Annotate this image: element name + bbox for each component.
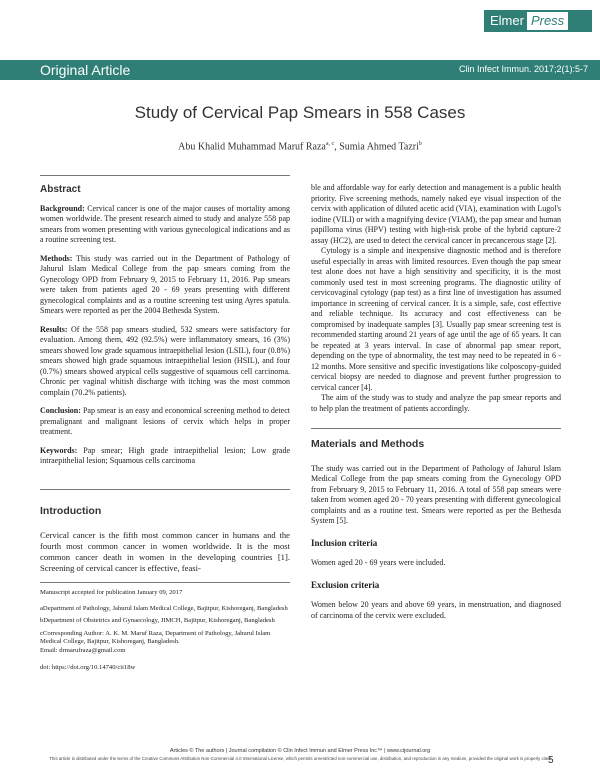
methods-label: Methods: — [40, 253, 73, 263]
intro-continued-2: Cytology is a simple and inexpensive diagnostic method and is therefore useful especially in areas with limited resources. Even though the pap smear test alone does not have a high sensitivity and specificity, it is the most commonly used test in most screening programs. The diagnostic utility of cervicovaginal cytology (pap test) as a first line of investigation has assumed importance in screening of cervical cancer. It is a simple, safe, cost effective and reliable technique. Its accuracy and cost effectiveness can be compromised by inadequate samples [3]. Usually pap smear screening test is recommended starting around 21 years of age until the age of 65 years. It can be repeated at 3 years interval. In case of abnormal pap smear report, depending on the type of abnormality, the test may need to be repeated in 6 - 12 months. More sensitive and specific investigations like colposcopy-guided cervical biopsy are needed to diagnose and prevent further progression to cervical cancer [4]. — [311, 246, 561, 392]
exclusion-heading: Exclusion criteria — [311, 579, 380, 590]
abstract-background — [40, 204, 290, 246]
keywords-text: Pap smear; High grade intraepithelial lesion; Low grade intraepithelial lesion; Squamous cells carcinoma — [40, 445, 291, 465]
logo-text-press: Press — [527, 12, 568, 30]
author-2: , Sumia Ahmed Tazri — [334, 141, 419, 153]
exclusion-text: Women below 20 years and above 69 years, in menstruation, and diagnosed of carcinoma of the cervix were excluded. — [311, 600, 561, 620]
intro-continued-3: The aim of the study was to study and analyze the pap smear reports and to help plan the treatment of patients accordingly. — [311, 393, 561, 413]
corresponding-author: cCorresponding Author: A. K. M. Maruf Raza, Department of Pathology, Jahurul Islam Medical College, Bajitpur, Kishoreganj, Bangladesh. — [40, 629, 271, 646]
methods-text: This study was carried out in the Department of Pathology of Jahurul Islam Medical College from the pap smears coming from the Gynecology OPD from February 9, 2015 to February 11, 2016. Pap smears were taken from patients aged 20 - 69 years presenting with different gynecological complaints and as a routine screening test using Ayres spatula. Smears were reported as per the 2004 Bethesda System. — [40, 253, 290, 315]
publisher-logo — [484, 10, 592, 32]
header-bar — [0, 60, 600, 80]
notes-rule — [40, 582, 290, 583]
materials-methods-heading: Materials and Methods — [311, 438, 425, 450]
footer-license: This article is distributed under the terms of the Creative Commons Attribution Non-Commercial 4.0 International License, which permits unrestricted non-commercial use, distribution, and reproduction in any medium, provided the original work is properly cited — [49, 756, 551, 761]
article-title: Study of Cervical Pap Smears in 558 Cases — [134, 103, 466, 122]
author-line — [0, 141, 600, 152]
conclusion-text: Pap smear is an easy and economical screening method to detect premalignant and malignant lesions of cervix which helps in proper treatment. — [40, 406, 291, 436]
article-notes — [40, 589, 290, 672]
left-column — [40, 175, 290, 676]
conclusion-label: Conclusion: — [40, 406, 81, 415]
journal-citation: Clin Infect Immun. 2017;2(1):5-7 — [458, 64, 588, 74]
right-column — [311, 175, 561, 629]
author-1: Abu Khalid Muhammad Maruf Raza — [178, 141, 326, 153]
inclusion-text: Women aged 20 - 69 years were included. — [311, 558, 446, 567]
methods-rule — [311, 428, 561, 429]
results-label: Results: — [40, 324, 68, 334]
affiliation-a: aDepartment of Pathology, Jahurul Islam Medical College, Bajitpur, Kishoreganj, Bangladesh — [40, 604, 288, 612]
abstract-top-rule — [40, 175, 290, 176]
author-2-affiliation: b — [418, 141, 422, 147]
intro-continued-1: ble and affordable way for early detection and management is a public health priority. Five screening methods, namely naked eye visual inspection of the cervix with application of diluted acetic acid (VIA), examination with Lugol's iodine (VILI) or with a magnifying device (VIAM), the pap smear and human papilloma virus (HPV) testing with high-risk probe of the hybrid capture-2 assay (HC2), are used to detect the cervical cancer in precancerous stage [2]. — [311, 183, 561, 245]
inclusion-heading: Inclusion criteria — [311, 537, 378, 548]
abstract-heading: Abstract — [40, 184, 81, 195]
abstract-conclusion — [40, 406, 290, 438]
article-type: Original Article — [40, 62, 131, 78]
abstract-methods — [40, 254, 290, 317]
abstract-keywords — [40, 446, 290, 467]
accepted-date: Manuscript accepted for publication January 09, 2017 — [40, 589, 183, 596]
results-text: Of the 558 pap smears studied, 532 smears were satisfactory for evaluation. Among them, 492 (92.5%) were inflammatory smears, 16 (3%) smears showed low grade squamous intraepithelial lesion (LSIL), four (0.8%) smears showed high grade squamous intraepithelial lesion (HSIL), and four (0.7%) smears showed atypical cells suggestive of squamous cell carcinoma. Chronic per vaginal whitish discharge with itching was the most common complain (70.2% patients). — [40, 324, 290, 397]
abstract-bottom-rule — [40, 489, 290, 490]
footer-copyright: Articles © The authors | Journal compilation © Clin Infect Immun and Elmer Press Inc™ | www.cijournal.org — [169, 748, 431, 754]
introduction-text: Cervical cancer is the fifth most common cancer in humans and the fourth most common cancer in women worldwide. It is the most common cancer death in women in the developing countries [1]. Screening of cervical cancer is effective, feasi- — [40, 530, 290, 573]
materials-methods-text: The study was carried out in the Department of Pathology of Jahurul Islam Medical College from the pap smears coming from the Gynecology OPD from February 9, 2015 to February 11, 2016. A total of 558 pap smears were taken from women aged 20 - 70 years presenting with different gynecological complaints and as a routine test. Smears were reported as per the Bethesda System [5]. — [311, 463, 561, 525]
abstract-results — [40, 325, 290, 399]
keywords-label: Keywords: — [40, 445, 78, 455]
author-1-affiliation: a, c — [325, 141, 335, 147]
background-label: Background: — [40, 203, 85, 213]
logo-text-elmer: Elmer — [490, 13, 524, 28]
affiliation-b: bDepartment of Obstetrics and Gynaecology, JIMCH, Bajitpur, Kishoreganj, Bangladesh — [40, 617, 275, 625]
background-text: Cervical cancer is one of the major causes of mortality among women worldwide. The present research aimed to study and analyze 558 pap smears from women presenting with various gynecological indications and as a routine screening test. — [40, 203, 290, 244]
author-email: Email: drmarufraza@gmail.com — [40, 646, 126, 654]
doi-link[interactable]: doi: https://doi.org/10.14740/cii18w — [40, 663, 136, 671]
page-number: 5 — [548, 755, 554, 766]
introduction-heading: Introduction — [40, 504, 102, 517]
